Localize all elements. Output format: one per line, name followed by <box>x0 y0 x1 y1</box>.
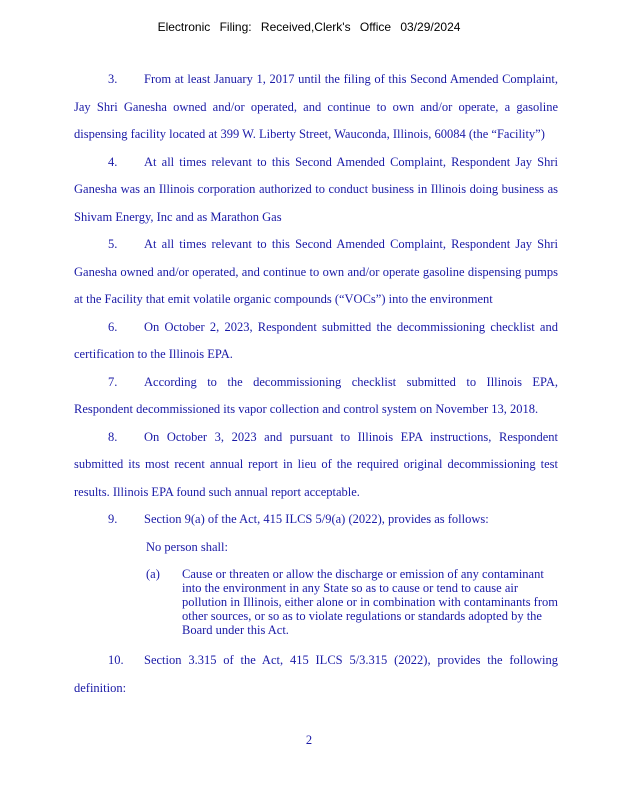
paragraph-10 <box>74 647 558 702</box>
paragraph-text: According to the decommissioning checklist submitted to Illinois EPA, Respondent decommissioned its vapor collection and control system on November 13, 2018. <box>74 374 558 416</box>
paragraph-text: On October 3, 2023 and pursuant to Illinois EPA instructions, Respondent submitted its most recent annual report in lieu of the required original decommissioning test results. Illinois EPA found such annual report acceptable. <box>74 429 558 499</box>
quoted-subsection <box>146 567 558 637</box>
paragraph-text: Section 3.315 of the Act, 415 ILCS 5/3.315 (2022), provides the following definition: <box>74 653 558 695</box>
document-body <box>74 66 558 702</box>
paragraph-4 <box>74 149 558 232</box>
filing-header: Electronic Filing: Received,Clerk's Office 03/29/2024 <box>157 20 461 34</box>
paragraph-text: From at least January 1, 2017 until the filing of this Second Amended Complaint, Jay Shri Ganesha owned and/or operated, and continue to own and/or operate, a gasoline dispensing facility located at 399 W. Liberty Street, Wauconda, Illinois, 60084 (the “Facility”) <box>74 72 558 141</box>
paragraph-number: 7. <box>108 374 118 389</box>
paragraph-8 <box>74 424 558 507</box>
subsection-text: Cause or threaten or allow the discharge or emission of any contaminant into the environment in any State so as to cause or tend to cause air pollution in Illinois, either alone or in combination with contaminants from other sources, or so as to violate regulations or standards adopted by the Board under this Act. <box>182 567 558 637</box>
paragraph-text: At all times relevant to this Second Amended Complaint, Respondent Jay Shri Ganesha owned and/or operated, and continue to own and/or operate gasoline dispensing pumps at the Facility that emit volatile organic compounds (“VOCs”) into the environment <box>74 237 558 306</box>
paragraph-text: Section 9(a) of the Act, 415 ILCS 5/9(a) (2022), provides as follows: <box>144 512 489 526</box>
paragraph-3 <box>74 66 558 149</box>
paragraph-number: 9. <box>108 512 118 526</box>
paragraph-number: 8. <box>108 429 118 444</box>
paragraph-text: On October 2, 2023, Respondent submitted the decommissioning checklist and certification to the Illinois EPA. <box>74 319 558 361</box>
paragraph-7 <box>74 369 558 424</box>
quote-lead: No person shall: <box>146 539 228 554</box>
paragraph-number: 4. <box>108 154 118 169</box>
paragraph-9 <box>74 506 558 534</box>
paragraph-number: 5. <box>108 237 118 251</box>
paragraph-number: 3. <box>108 72 118 86</box>
paragraph-5 <box>74 231 558 314</box>
paragraph-text: At all times relevant to this Second Amended Complaint, Respondent Jay Shri Ganesha was an Illinois corporation authorized to conduct business in Illinois doing business as Shivam Energy, Inc and as Marathon Gas <box>74 154 558 224</box>
paragraph-6 <box>74 314 558 369</box>
paragraph-number: 6. <box>108 319 118 334</box>
subsection-marker: (a) <box>146 567 160 581</box>
page-number: 2 <box>305 733 313 747</box>
paragraph-number: 10. <box>108 653 124 667</box>
